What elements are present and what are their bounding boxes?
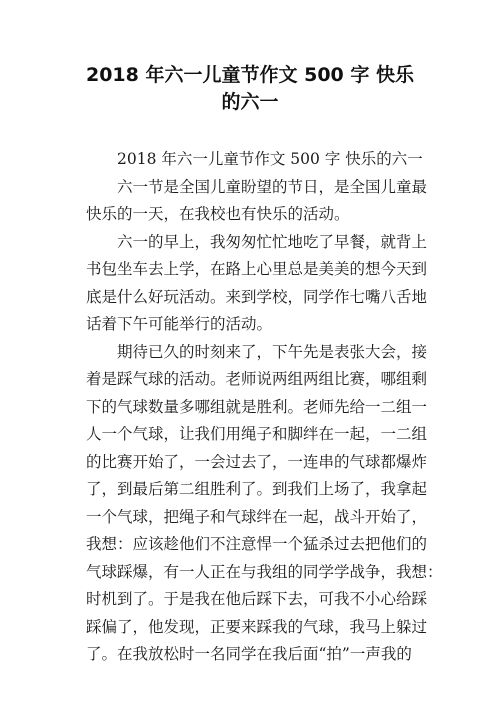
text-line: 踩偏了，他发现，正要来踩我的气球，我马上躲过 bbox=[86, 617, 428, 636]
title-line-1: 2018 年六一儿童节作文 500 字 快乐 bbox=[85, 64, 414, 86]
text-line: 六一的早上，我匆匆忙忙地吃了早餐，就背上 bbox=[117, 232, 428, 251]
text-line: 书包坐车去上学，在路上心里总是美美的想今天到 bbox=[86, 260, 428, 278]
paragraph-subtitle bbox=[86, 146, 422, 174]
document-body bbox=[86, 146, 443, 669]
paragraph-1 bbox=[86, 174, 428, 229]
text-line: 了，到最后第二组胜利了。到我们上场了，我拿起 bbox=[86, 480, 428, 498]
text-line: 底是什么好玩活动。来到学校，同学作七嘴八舌地 bbox=[86, 287, 428, 306]
text-line: 快乐的一天，在我校也有快乐的活动。 bbox=[86, 205, 350, 223]
text-line: 时机到了。于是我在他后踩下去，可我不小心给踩 bbox=[86, 590, 428, 608]
text-line: 下的气球数量多哪组就是胜利。老师先给一二组一 bbox=[86, 397, 428, 416]
document-title bbox=[60, 62, 440, 116]
paragraph-2 bbox=[86, 229, 428, 339]
text-line: 2018 年六一儿童节作文 500 字 快乐的六一 bbox=[117, 150, 423, 168]
paragraph-3 bbox=[86, 339, 443, 669]
text-line: 人一个气球，让我们用绳子和脚绊在一起，一二组 bbox=[86, 425, 428, 443]
text-line: 气球踩爆，有一人正在与我组的同学学战争，我想： bbox=[86, 562, 443, 581]
text-line: 着是踩气球的活动。老师说两组两组比赛，哪组剩 bbox=[86, 370, 428, 388]
text-line: 的比赛开始了，一会过去了，一连串的气球都爆炸 bbox=[86, 452, 428, 471]
text-line: 六一节是全国儿童盼望的节日，是全国儿童最 bbox=[117, 177, 428, 196]
text-line: 话着下午可能举行的活动。 bbox=[86, 315, 273, 333]
title-line-2: 的六一 bbox=[221, 91, 279, 113]
text-line: 我想：应该趁他们不注意悍一个猛杀过去把他们的 bbox=[86, 535, 428, 553]
text-line: 期待已久的时刻来了，下午先是表张大会，接 bbox=[117, 342, 428, 361]
text-line: 一个气球，把绳子和气球绊在一起，战斗开始了， bbox=[86, 507, 428, 526]
text-line: 了。在我放松时一名同学在我后面“拍”一声我的 bbox=[86, 645, 412, 663]
